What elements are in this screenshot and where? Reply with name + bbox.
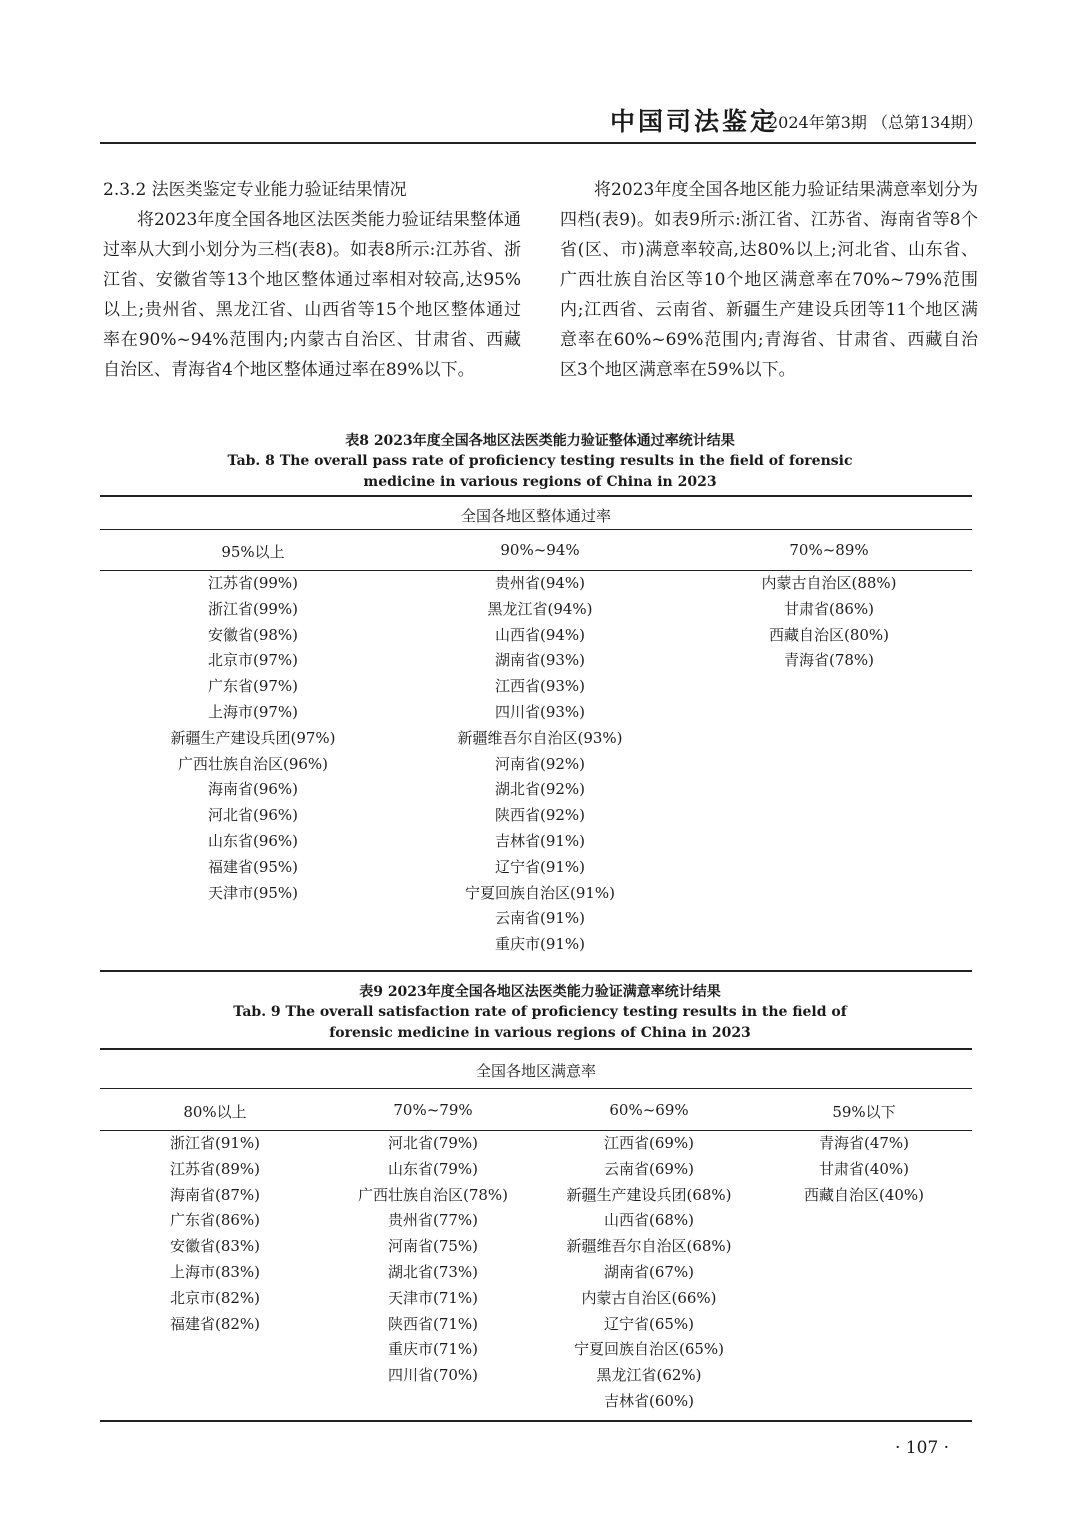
table9-caption-en: Tab. 9 The overall satisfaction rate of proficiency testing results in the field of forensic medicine in various regions of China in 2023 <box>233 1004 847 1041</box>
table9-header-col4: 59%以下 <box>832 1103 896 1121</box>
right-paragraph: 将2023年度全国各地区能力验证结果满意率划分为四档(表9)。如表9所示:浙江省、江苏省、海南省等8个省(区、市)满意率较高,达80%以上;河北省、山东省、广西壮族自治区等10个地区满意率在70%~79%范围内;江西省、云南省、新疆生产建设兵团等11个地区满意率在60%~69%范围内;青海省、甘肃省、西藏自治区3个地区满意率在59%以下。 <box>560 180 978 380</box>
table-cell: 吉林省(91%) <box>494 831 586 850</box>
table8-column-2 <box>415 571 665 958</box>
table8-spanner-rule <box>100 529 972 530</box>
table8-header-col3: 70%~89% <box>789 541 869 559</box>
table9-column-3 <box>549 1131 749 1415</box>
table-cell: 西藏自治区(80%) <box>768 625 890 644</box>
table-cell: 浙江省(99%) <box>207 599 299 618</box>
table8 <box>100 495 972 973</box>
table-cell: 江西省(93%) <box>494 677 586 696</box>
table-cell: 重庆市(71%) <box>387 1340 479 1359</box>
table-cell: 江西省(69%) <box>603 1134 695 1152</box>
table-cell: 甘肃省(86%) <box>783 599 875 618</box>
table-cell: 云南省(91%) <box>494 909 586 928</box>
table-cell: 吉林省(60%) <box>603 1391 695 1410</box>
table9-spanner: 全国各地区满意率 <box>475 1062 596 1080</box>
table-cell: 山西省(68%) <box>603 1211 695 1230</box>
table-cell: 广西壮族自治区(96%) <box>177 754 329 773</box>
table-cell: 安徽省(98%) <box>207 625 299 644</box>
table-cell: 山东省(79%) <box>387 1159 479 1178</box>
table9-spanner-rule <box>100 1088 972 1089</box>
table9-top-rule <box>100 1048 972 1050</box>
table9-caption-cn: 表9 2023年度全国各地区法医类能力验证满意率统计结果 <box>359 984 721 1000</box>
table-cell: 河北省(96%) <box>207 806 299 825</box>
table-cell: 陕西省(71%) <box>387 1314 479 1333</box>
table-cell: 北京市(97%) <box>207 651 299 670</box>
table-cell: 江苏省(99%) <box>207 574 299 592</box>
table9-column-1 <box>115 1131 315 1337</box>
running-header <box>100 100 983 144</box>
table-cell: 内蒙古自治区(66%) <box>581 1288 717 1307</box>
table-cell: 甘肃省(40%) <box>818 1159 910 1178</box>
table9-bottom-rule <box>100 1420 972 1422</box>
table8-header-col2: 90%~94% <box>500 541 580 559</box>
table-cell: 海南省(87%) <box>169 1185 261 1204</box>
left-column <box>103 175 521 385</box>
table-cell: 天津市(71%) <box>387 1288 479 1307</box>
journal-name: 中国司法鉴定 <box>610 107 779 136</box>
table-cell: 四川省(70%) <box>387 1366 479 1385</box>
table-cell: 新疆维吾尔自治区(68%) <box>566 1237 732 1256</box>
table-cell: 重庆市(91%) <box>494 935 586 954</box>
table-cell: 贵州省(77%) <box>387 1211 479 1230</box>
table-cell: 西藏自治区(40%) <box>803 1185 925 1204</box>
table-cell: 福建省(95%) <box>207 857 299 876</box>
table-cell: 辽宁省(65%) <box>603 1314 695 1333</box>
table8-caption-en: Tab. 8 The overall pass rate of proficiency testing results in the field of forensic medicine in various regions of China in 2023 <box>227 453 853 490</box>
right-column <box>560 175 978 385</box>
table-cell: 贵州省(94%) <box>494 574 586 592</box>
table-cell: 四川省(93%) <box>494 702 586 721</box>
table9-column-4 <box>764 1131 964 1208</box>
table-cell: 湖北省(92%) <box>494 780 586 799</box>
table-cell: 山西省(94%) <box>494 625 586 644</box>
table-cell: 黑龙江省(94%) <box>487 599 593 618</box>
table-cell: 云南省(69%) <box>603 1159 695 1178</box>
table-cell: 陕西省(92%) <box>494 806 586 825</box>
table-cell: 山东省(96%) <box>207 831 299 850</box>
table-cell: 新疆生产建设兵团(68%) <box>566 1185 732 1204</box>
table-cell: 广东省(86%) <box>169 1211 261 1230</box>
table-cell: 宁夏回族自治区(91%) <box>464 883 616 902</box>
table-cell: 湖南省(67%) <box>603 1262 695 1281</box>
table-cell: 河南省(75%) <box>387 1237 479 1256</box>
table9-caption <box>100 982 980 1044</box>
table8-column-1 <box>128 571 378 906</box>
table-cell: 宁夏回族自治区(65%) <box>573 1340 725 1359</box>
table-cell: 青海省(47%) <box>818 1134 910 1152</box>
table9 <box>100 1048 972 1422</box>
table-cell: 天津市(95%) <box>207 883 299 902</box>
table-cell: 江苏省(89%) <box>169 1159 261 1178</box>
table8-bottom-rule <box>100 970 972 972</box>
section-heading: 2.3.2 法医类鉴定专业能力验证结果情况 <box>103 180 407 200</box>
table9-column-2 <box>333 1131 533 1389</box>
table8-column-3 <box>704 571 954 674</box>
table-cell: 北京市(82%) <box>169 1288 261 1307</box>
table-cell: 新疆生产建设兵团(97%) <box>170 728 336 747</box>
table-cell: 广东省(97%) <box>207 677 299 696</box>
left-paragraph: 将2023年度全国各地区法医类能力验证结果整体通过率从大到小划分为三档(表8)。如表8所示:江苏省、浙江省、安徽省等13个地区整体通过率相对较高,达95%以上;贵州省、黑龙江省、山西省等15个地区整体通过率在90%~94%范围内;内蒙古自治区、甘肃省、西藏自治区、青海省4个地区整体通过率在89%以下。 <box>103 210 521 380</box>
table9-header-col1: 80%以上 <box>183 1103 247 1121</box>
table-cell: 安徽省(83%) <box>169 1237 261 1256</box>
table-cell: 上海市(83%) <box>169 1262 261 1281</box>
table9-header-col2: 70%~79% <box>393 1101 473 1119</box>
table9-header-col3: 60%~69% <box>609 1101 689 1119</box>
page-number: · 107 · <box>895 1438 950 1458</box>
table-cell: 湖北省(73%) <box>387 1262 479 1281</box>
table8-spanner: 全国各地区整体通过率 <box>460 507 611 525</box>
issue-info: 2024年第3期 （总第134期） <box>768 113 983 132</box>
table8-caption <box>100 431 980 493</box>
table8-caption-cn: 表8 2023年度全国各地区法医类能力验证整体通过率统计结果 <box>345 433 735 449</box>
table8-header-col1: 95%以上 <box>221 543 285 561</box>
table-cell: 新疆维吾尔自治区(93%) <box>457 728 623 747</box>
table-cell: 青海省(78%) <box>783 651 875 670</box>
table-cell: 湖南省(93%) <box>494 651 586 670</box>
table-cell: 海南省(96%) <box>207 780 299 799</box>
table-cell: 河北省(79%) <box>387 1134 479 1152</box>
table-cell: 浙江省(91%) <box>169 1134 261 1152</box>
table-cell: 河南省(92%) <box>494 754 586 773</box>
table8-top-rule <box>100 495 972 497</box>
table-cell: 辽宁省(91%) <box>494 857 586 876</box>
table-cell: 福建省(82%) <box>169 1314 261 1333</box>
table-cell: 黑龙江省(62%) <box>596 1366 702 1385</box>
table-cell: 上海市(97%) <box>207 702 299 721</box>
table-cell: 广西壮族自治区(78%) <box>357 1185 509 1204</box>
table-cell: 内蒙古自治区(88%) <box>761 574 897 592</box>
